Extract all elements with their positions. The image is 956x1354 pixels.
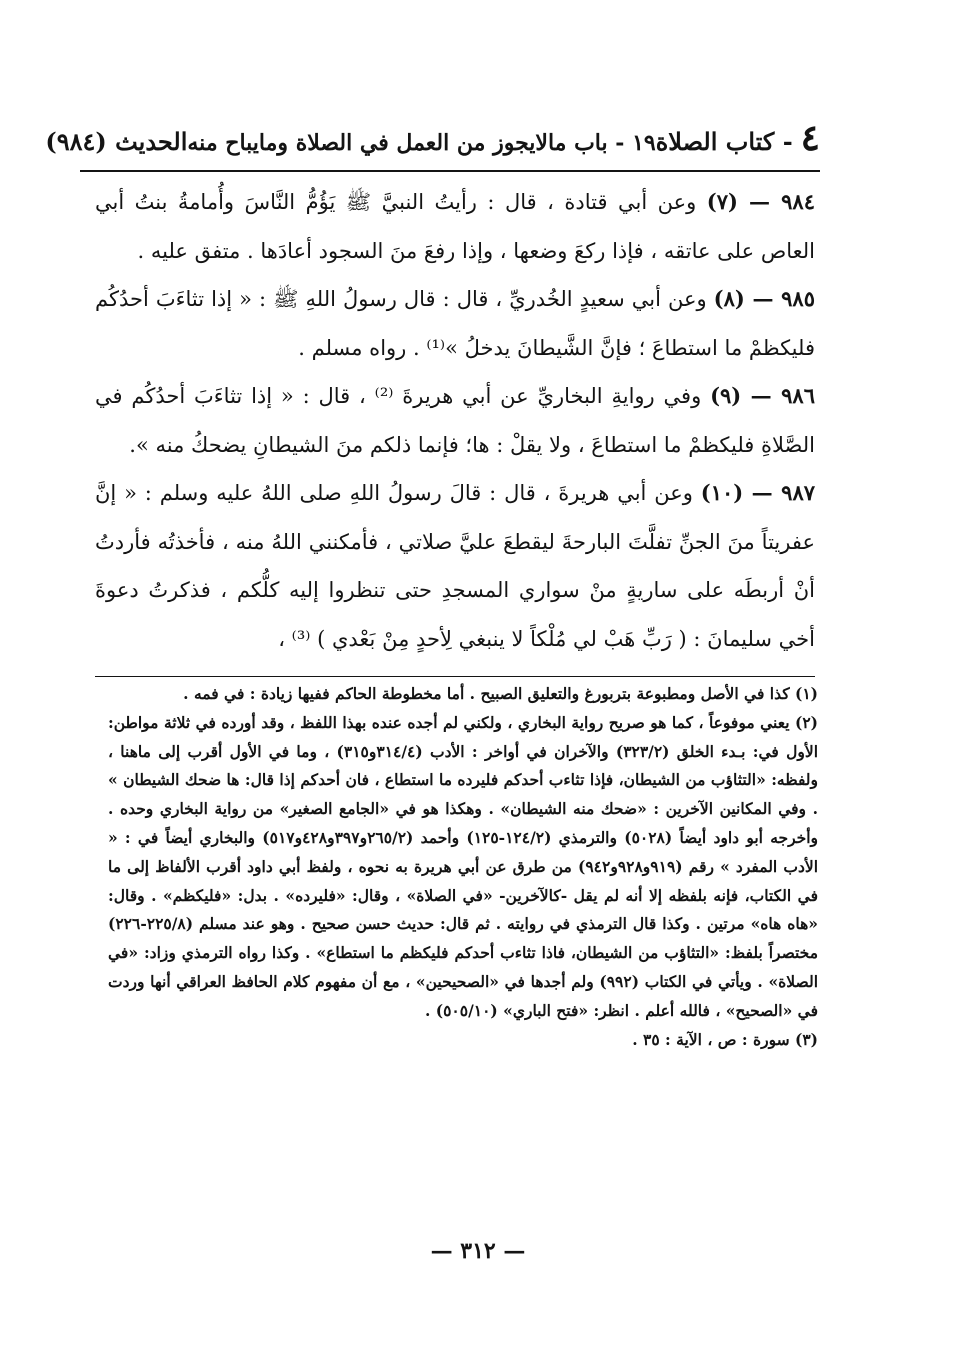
page-number: — ٣١٢ — bbox=[430, 1238, 526, 1264]
page-header bbox=[45, 106, 820, 159]
chapter-number: ٤ bbox=[800, 117, 820, 159]
hadith-text: وعن أبي سعيدٍ الخُدريِّ ، قال : قال رسولُ اللهِ ﷺ : « إذا تثاءَبَ أحدُكُم فليكظمْ ما استطاعَ ؛ فإنَّ الشَّيطانَ يدخلُ »⁽¹⁾ . رواه مسلم . bbox=[95, 287, 815, 360]
hadith-number: ٩٨٧ — (١٠) bbox=[700, 480, 816, 505]
hadith-text: وفي روايةِ البخاريِّ عن أبي هريرةَ ⁽²⁾ ، قال : « إذا تثاءَبَ أحدُكُم في الصَّلاةِ فليكظمْ ما استطاعَ ، ولا يقلْ : ها؛ فإنما ذلكم منَ الشيطانِ يضحكُ منه ». bbox=[95, 384, 815, 457]
book-title: - كتاب الصلاة bbox=[655, 127, 793, 156]
hadith-number: ٩٨٥ — (٨) bbox=[713, 286, 815, 311]
hadith-paragraph bbox=[95, 178, 815, 275]
footnote: (١) كذا في الأصل ومطبوعة بتربورغ والتعليق الصبيح . أما مخطوطة الحاكم ففيها زيادة : في فمه . bbox=[183, 684, 818, 703]
footnote: (٣) سورة : ص ، الآية : ٣٥ . bbox=[632, 1029, 818, 1049]
footnote: (٢) يعني موفوعاً ، كما هو صريح رواية البخاري ، ولكني لم أجده عنده بهذا اللفظ ، وقد أورده في ثلاثة مواطن: الأول في: بـدء الخلق (٣٢٣/٢) والآخران في أواخر : الأدب (٣١٤/٤و٣١٥) ، وما في الأول أقرب إلى ماهنا ، ولفظه: «التثاؤب من الشيطان، فإذا تثاءب أحدكم فليرده ما استطاع ، فان أحدكم إذا قال: ها ضحك الشيطان » . وفي المكانين الآخرين : «ضحك منه الشيطان» . وهكذا هو في «الجامع الصغير» من رواية البخاري وحده . وأخرجه أبو داود أيضاً (٥٠٢٨) والترمذي (١٢٤/٢-١٢٥) وأحمد (٢٦٥/٢و٣٩٧و٤٢٨و٥١٧) والبخاري أيضاً في : « الأدب المفرد » رقم (٩١٩و٩٢٨و٩٤٢) من طرق عن أبي هريرة به نحوه ، ولفظ أبي داود أقرب الألفاظ إلى ما في الكتاب، فإنه بلفظه إلا أنه لم يقل -كالآخرين- «في الصلاة» ، وقال: «فليرده» . بدل: «فليكظم» . وقال: «هاه هاه» مرتين . وكذا قال الترمذي في روايته . ثم قال: حديث حسن صحيح . وهو عند مسلم (٢٢٥/٨-٢٢٦) مختصراً بلفظ: «التثاؤب من الشيطان، فاذا تثاءب أحدكم فليكظم ما استطاع» . وكذا رواه الترمذي وزاد: «في الصلاة» . ويأتي في الكتاب (٩٩٢) ولم أجدها في «الصحيحين» ، مع أن مفهوم كلام الحافظ العراقي أنها وردت في «الصحيح» ، فالله أعلم . انظر: «فتح الباري» (٥٠٥/١٠) . bbox=[108, 712, 819, 1020]
hadith-text: وعن أبي قتادة ، قال : رأيتُ النبيَّ ﷺ يَؤُمُّ النَّاسَ وأُمامةُ بنتُ أبي العاص على عاتقه ، فإذا ركعَ وضعها ، وإذا رفعَ منَ السجود أعادَها . متفق عليه . bbox=[95, 190, 815, 263]
hadith-text: وعن أبي هريرةَ ، قال : قالَ رسولُ اللهِ صلى اللهُ عليه وسلم : « إنَّ عفريتاً منَ الجنِّ تفلَّتَ البارحةَ ليقطعَ عليَّ صلاتي ، فأمكنني اللهُ منه ، فأخذتُه فأردتُ أنْ أربطَه على ساريةٍ منْ سواري المسجدِ حتى تنظروا إليه كلُّكم ، فذكرتُ دعوةَ أخي سليمانَ : ( رَبِّ هَبْ لي مُلْكاً لا ينبغي لِأحدٍ مِنْ بَعْدي ) ⁽³⁾ ، bbox=[95, 481, 815, 651]
header-divider bbox=[80, 170, 820, 172]
hadith-number: ٩٨٦ — (٩) bbox=[710, 383, 815, 408]
chapter-title: ١٩ - باب مالايجوز من العمل في الصلاة ومايباح منه bbox=[187, 130, 656, 156]
hadith-paragraph bbox=[95, 275, 815, 372]
footnotes bbox=[108, 680, 818, 1054]
main-text bbox=[95, 178, 815, 663]
hadith-paragraph bbox=[95, 469, 815, 663]
hadith-paragraph bbox=[95, 372, 815, 469]
footnote-divider bbox=[95, 676, 815, 677]
hadith-number: ٩٨٤ — (٧) bbox=[706, 189, 815, 214]
hadith-reference: الحديث (٩٨٤) bbox=[45, 127, 188, 156]
